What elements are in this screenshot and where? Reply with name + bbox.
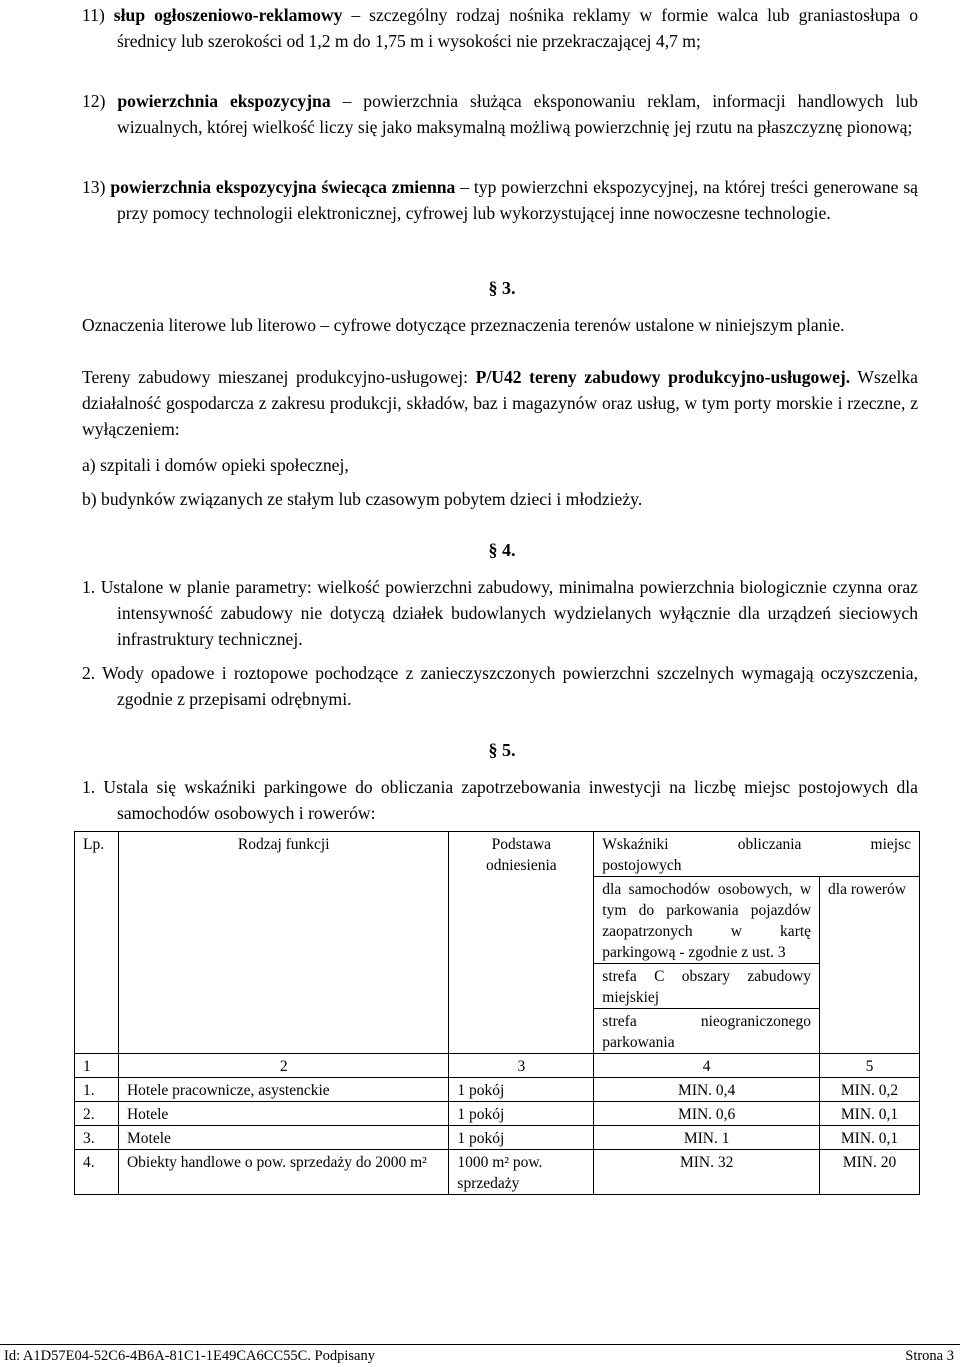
table-row: [75, 1126, 920, 1150]
section-3-paragraph-2: [82, 364, 918, 442]
row-base: 1000 m² pow. sprzedaży: [449, 1150, 594, 1195]
row-cars: MIN. 0,4: [594, 1078, 820, 1102]
row-cars: MIN. 0,6: [594, 1102, 820, 1126]
table-header-row: [75, 832, 920, 877]
parking-ratio-table: [74, 831, 920, 1195]
table-row: [75, 1150, 920, 1195]
item-term: powierzchnia ekspozycyjna: [117, 91, 331, 111]
column-number: 3: [449, 1054, 594, 1078]
document-id: Id: A1D57E04-52C6-4B6A-81C1-1E49CA6CC55C. Podpisany: [4, 1348, 375, 1364]
row-lp: 1.: [75, 1078, 119, 1102]
header-zone-unlimited: strefa nieograniczonego parkowania: [594, 1009, 820, 1054]
row-base: 1 pokój: [449, 1102, 594, 1126]
header-base: Podstawa odniesienia: [449, 832, 594, 1054]
column-number: 1: [75, 1054, 119, 1078]
row-cars: MIN. 32: [594, 1150, 820, 1195]
column-number: 4: [594, 1054, 820, 1078]
p2-rest: Wszelka działalność gospodarcza z zakresu produkcji, składów, baz i magazynów oraz usług, w tym porty morskie i rzeczne, z wyłączeniem:: [82, 367, 918, 439]
column-number: 5: [820, 1054, 920, 1078]
p2-bold-designation: P/U42 tereny zabudowy produkcyjno-usługowej.: [475, 367, 851, 387]
row-function: Hotele pracownicze, asystenckie: [118, 1078, 448, 1102]
header-cars: dla samochodów osobowych, w tym do parkowania pojazdów zaopatrzonych w kartę parkingową - zgodnie z ust. 3: [594, 877, 820, 964]
row-bikes: MIN. 20: [820, 1150, 920, 1195]
row-function: Obiekty handlowe o pow. sprzedaży do 2000 m²: [118, 1150, 448, 1195]
item-number: 13): [82, 177, 106, 197]
item-text: – typ powierzchni ekspozycyjnej, na której treści generowane są przy pomocy technologii elektronicznej, cyfrowej lub wykorzystującej inne nowoczesne technologie.: [117, 177, 918, 223]
item-term: słup ogłoszeniowo-reklamowy: [113, 5, 343, 25]
page-number: Strona 3: [905, 1348, 954, 1364]
exclusion-a: a) szpitali i domów opieki społecznej,: [82, 455, 349, 475]
row-lp: 4.: [75, 1150, 119, 1195]
header-bikes: dla rowerów: [820, 877, 920, 1054]
definition-item-11: [82, 2, 918, 54]
section-4-paragraph-1: 1. Ustalone w planie parametry: wielkość powierzchni zabudowy, minimalna powierzchnia biologicznie czynna oraz intensywność zabudowy nie dotyczą działek budowlanych wydzielanych wyłącznie dla urządzeń sieciowych infrastruktury technicznej.: [82, 577, 918, 649]
row-lp: 3.: [75, 1126, 119, 1150]
row-bikes: MIN. 0,1: [820, 1126, 920, 1150]
section-5-paragraph-1: 1. Ustala się wskaźniki parkingowe do obliczania zapotrzebowania inwestycji na liczbę miejsc postojowych dla samochodów osobowych i rowerów:: [82, 777, 918, 823]
table-column-numbers-row: [75, 1054, 920, 1078]
item-number: 11): [82, 5, 105, 25]
row-bikes: MIN. 0,1: [820, 1102, 920, 1126]
row-cars: MIN. 1: [594, 1126, 820, 1150]
section-4-paragraph-2: 2. Wody opadowe i roztopowe pochodzące z zanieczyszczonych powierzchni szczelnych wymagają oczyszczenia, zgodnie z przepisami odrębnymi.: [82, 663, 918, 709]
item-number: 12): [82, 91, 106, 111]
table-row: [75, 1102, 920, 1126]
exclusion-b: b) budynków związanych ze stałym lub czasowym pobytem dzieci i młodzieży.: [82, 489, 643, 509]
row-lp: 2.: [75, 1102, 119, 1126]
row-base: 1 pokój: [449, 1126, 594, 1150]
section-3-paragraph-1: Oznaczenia literowe lub literowo – cyfrowe dotyczące przeznaczenia terenów ustalone w niniejszym planie.: [82, 315, 845, 335]
row-function: Motele: [118, 1126, 448, 1150]
p2-intro: Tereny zabudowy mieszanej produkcyjno-usługowej:: [82, 367, 476, 387]
header-function: Rodzaj funkcji: [118, 832, 448, 1054]
column-number: 2: [118, 1054, 448, 1078]
row-base: 1 pokój: [449, 1078, 594, 1102]
item-text: – powierzchnia służąca eksponowaniu reklam, informacji handlowych lub wizualnych, której wielkość liczy się jako maksymalną możliwą powierzchnię jej rzutu na płaszczyznę pionową;: [117, 91, 918, 137]
row-function: Hotele: [118, 1102, 448, 1126]
header-lp: Lp.: [75, 832, 119, 1054]
header-indicators: Wskaźniki obliczania miejsc postojowych: [594, 832, 920, 877]
header-zone-c: strefa C obszary zabudowy miejskiej: [594, 964, 820, 1009]
page-footer: [0, 1344, 960, 1367]
section-4-heading: § 4.: [488, 540, 516, 560]
item-text: – szczególny rodzaj nośnika reklamy w formie walca lub graniastosłupa o średnicy lub szerokości od 1,2 m do 1,75 m i wysokości nie przekraczającej 4,7 m;: [117, 5, 918, 51]
table-row: [75, 1078, 920, 1102]
item-term: powierzchnia ekspozycyjna świecąca zmienna: [110, 177, 456, 197]
row-bikes: MIN. 0,2: [820, 1078, 920, 1102]
section-3-heading: § 3.: [488, 278, 516, 298]
definition-item-12: [82, 88, 918, 140]
definition-item-13: [82, 174, 918, 226]
section-5-heading: § 5.: [488, 740, 516, 760]
